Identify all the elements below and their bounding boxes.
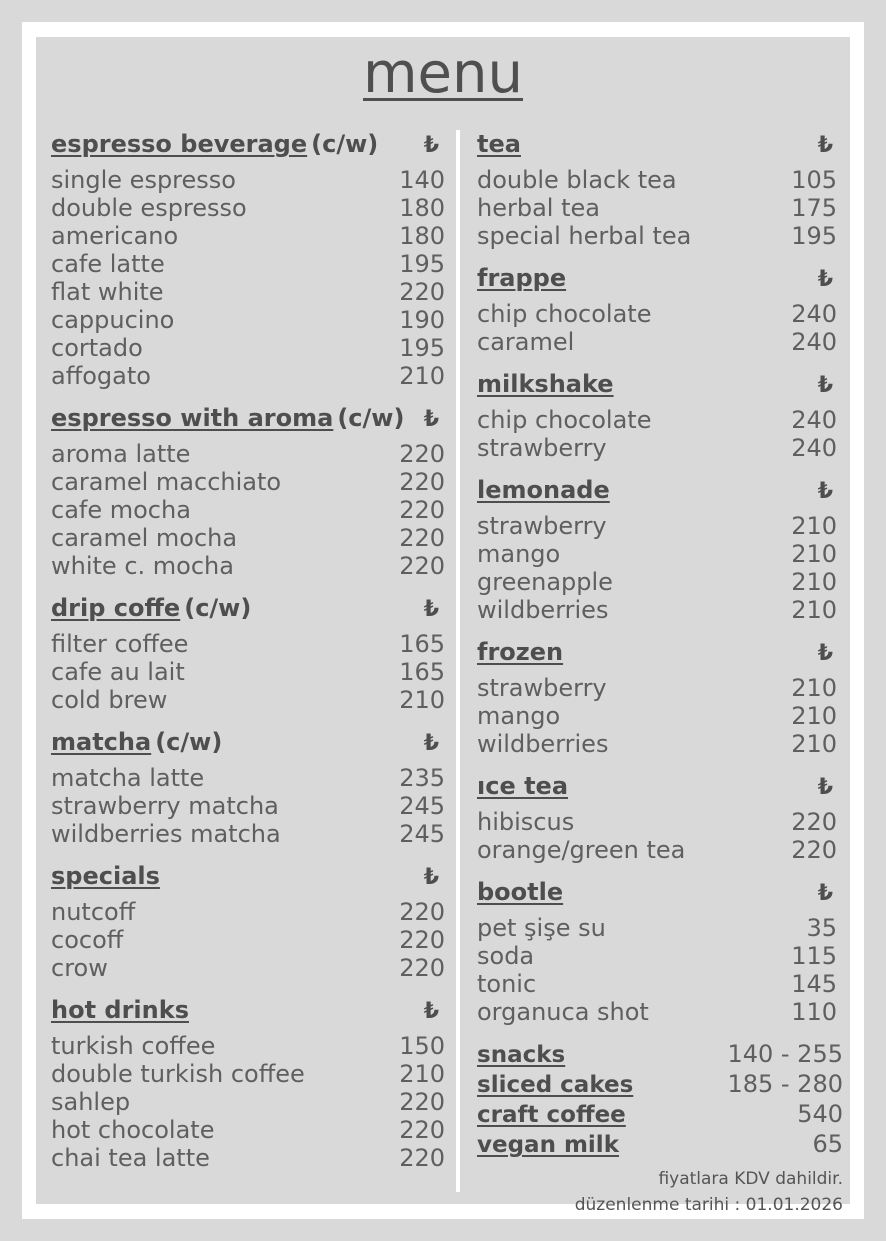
currency-symbol: ₺ [423, 731, 439, 756]
item-name: strawberry [477, 674, 607, 702]
item-price: 220 [399, 898, 445, 926]
section-header [477, 130, 843, 166]
item-price: 105 [791, 166, 837, 194]
item-name: double turkish coffee [51, 1060, 305, 1088]
menu-item [477, 194, 843, 222]
item-name: cold brew [51, 686, 168, 714]
section-title-text: ıce tea [477, 772, 569, 800]
item-price: 220 [399, 954, 445, 982]
extra-item-name: vegan milk [477, 1132, 619, 1158]
menu-item [51, 222, 449, 250]
menu-item [477, 970, 843, 998]
extra-item-name: snacks [477, 1042, 566, 1068]
item-price: 195 [399, 250, 445, 278]
item-price: 115 [791, 942, 837, 970]
item-name: filter coffee [51, 630, 189, 658]
menu-item [51, 792, 449, 820]
updated-date-note: düzenlenme tarihi : 01.01.2026 [574, 1195, 843, 1215]
extra-item-price: 185 - 280 [727, 1070, 843, 1098]
extra-item [477, 1040, 843, 1070]
menu-item [51, 954, 449, 982]
section-title [477, 878, 563, 906]
item-price: 240 [791, 300, 837, 328]
item-name: affogato [51, 362, 151, 390]
extra-item [477, 1130, 843, 1160]
item-price: 145 [791, 970, 837, 998]
item-name: nutcoff [51, 898, 136, 926]
section-title [477, 264, 566, 292]
section-title-text: espresso with aroma [51, 404, 334, 432]
item-price: 35 [806, 914, 837, 942]
menu-item [51, 686, 449, 714]
section-header [477, 638, 843, 674]
menu-item [477, 942, 843, 970]
menu-item [477, 406, 843, 434]
section-title-text: specials [51, 862, 160, 890]
item-name: wildberries matcha [51, 820, 281, 848]
section-suffix: (c/w) [311, 130, 379, 158]
item-price: 175 [791, 194, 837, 222]
menu-section [477, 878, 843, 1026]
item-name: cappucino [51, 306, 175, 334]
item-name: greenapple [477, 568, 613, 596]
item-price: 210 [791, 730, 837, 758]
menu-item [477, 434, 843, 462]
section-title-text: frappe [477, 264, 567, 292]
item-price: 240 [791, 434, 837, 462]
menu-item [51, 334, 449, 362]
extra-item-price: 140 - 255 [727, 1040, 843, 1068]
item-price: 210 [791, 674, 837, 702]
section-title [51, 728, 222, 756]
item-name: organuca shot [477, 998, 649, 1026]
section-title [477, 370, 614, 398]
item-name: cafe mocha [51, 496, 191, 524]
item-price: 220 [399, 468, 445, 496]
menu-section [477, 772, 843, 864]
menu-item [51, 1144, 449, 1172]
menu-section [477, 264, 843, 356]
menu-item [477, 914, 843, 942]
extra-item-name: craft coffee [477, 1102, 626, 1128]
menu-section [477, 370, 843, 462]
menu-title: menu [363, 41, 523, 106]
item-name: crow [51, 954, 108, 982]
item-price: 220 [399, 1116, 445, 1144]
menu-item [51, 362, 449, 390]
item-name: white c. mocha [51, 552, 234, 580]
menu-item [477, 808, 843, 836]
item-name: soda [477, 942, 535, 970]
menu-item [51, 440, 449, 468]
section-title-text: hot drinks [51, 996, 189, 1024]
item-name: double espresso [51, 194, 247, 222]
menu-section [477, 130, 843, 250]
section-suffix: (c/w) [155, 728, 223, 756]
item-price: 180 [399, 222, 445, 250]
menu-item [51, 820, 449, 848]
item-name: chip chocolate [477, 406, 652, 434]
menu-item [477, 836, 843, 864]
menu-item [51, 166, 449, 194]
item-price: 220 [399, 1144, 445, 1172]
menu-item [51, 1060, 449, 1088]
item-name: caramel macchiato [51, 468, 282, 496]
section-header [477, 476, 843, 512]
item-name: cortado [51, 334, 143, 362]
left-column [51, 130, 449, 1186]
menu-item [51, 468, 449, 496]
item-name: wildberries [477, 596, 609, 624]
menu-item [51, 250, 449, 278]
section-title [51, 130, 378, 158]
extra-item-name: sliced cakes [477, 1072, 634, 1098]
menu-item [51, 764, 449, 792]
item-name: hot chocolate [51, 1116, 215, 1144]
item-price: 220 [399, 524, 445, 552]
item-name: matcha latte [51, 764, 205, 792]
section-suffix: (c/w) [184, 594, 252, 622]
currency-symbol: ₺ [423, 407, 439, 432]
menu-item [477, 166, 843, 194]
item-name: flat white [51, 278, 164, 306]
item-name: mango [477, 540, 561, 568]
item-price: 165 [399, 630, 445, 658]
menu-item [51, 658, 449, 686]
item-name: cocoff [51, 926, 124, 954]
item-price: 210 [399, 362, 445, 390]
section-title [51, 594, 251, 622]
section-title-text: tea [477, 130, 521, 158]
item-price: 210 [791, 568, 837, 596]
item-price: 220 [791, 836, 837, 864]
extra-item [477, 1100, 843, 1130]
menu-section [51, 130, 449, 390]
item-price: 235 [399, 764, 445, 792]
item-price: 220 [399, 926, 445, 954]
item-name: chai tea latte [51, 1144, 210, 1172]
item-price: 220 [399, 1088, 445, 1116]
section-title [51, 862, 160, 890]
item-name: sahlep [51, 1088, 131, 1116]
item-name: caramel [477, 328, 575, 356]
item-name: americano [51, 222, 179, 250]
vat-note: fiyatlara KDV dahildir. [658, 1169, 843, 1189]
item-name: double black tea [477, 166, 677, 194]
section-title [51, 996, 189, 1024]
menu-item [51, 630, 449, 658]
item-price: 220 [399, 278, 445, 306]
section-header [51, 728, 449, 764]
item-price: 140 [399, 166, 445, 194]
currency-symbol: ₺ [817, 881, 833, 906]
menu-item [51, 1116, 449, 1144]
section-header [51, 996, 449, 1032]
menu-item [477, 540, 843, 568]
extra-item-price: 65 [812, 1130, 843, 1158]
menu-item [51, 926, 449, 954]
currency-symbol: ₺ [817, 479, 833, 504]
menu-item [51, 306, 449, 334]
currency-symbol: ₺ [817, 775, 833, 800]
section-header [51, 130, 449, 166]
menu-item [51, 496, 449, 524]
item-price: 195 [791, 222, 837, 250]
menu-section [51, 728, 449, 848]
menu-section [51, 996, 449, 1172]
item-price: 210 [399, 1060, 445, 1088]
item-name: wildberries [477, 730, 609, 758]
menu-section [477, 638, 843, 758]
section-header [477, 878, 843, 914]
item-price: 210 [791, 540, 837, 568]
item-price: 210 [791, 512, 837, 540]
item-name: caramel mocha [51, 524, 238, 552]
menu-item [477, 512, 843, 540]
currency-symbol: ₺ [423, 133, 439, 158]
menu-section [51, 862, 449, 982]
extras-list [477, 1040, 843, 1160]
item-price: 150 [399, 1032, 445, 1060]
section-title-text: frozen [477, 638, 564, 666]
item-name: cafe latte [51, 250, 165, 278]
section-title-text: drip coffe [51, 594, 181, 622]
menu-section [51, 404, 449, 580]
menu-item [51, 278, 449, 306]
item-price: 245 [399, 792, 445, 820]
item-price: 240 [791, 406, 837, 434]
section-title-text: milkshake [477, 370, 614, 398]
extra-item [477, 1070, 843, 1100]
currency-symbol: ₺ [817, 133, 833, 158]
item-price: 165 [399, 658, 445, 686]
item-price: 180 [399, 194, 445, 222]
menu-item [51, 552, 449, 580]
item-name: strawberry [477, 434, 607, 462]
menu-item [51, 1032, 449, 1060]
section-header [51, 594, 449, 630]
item-price: 210 [791, 596, 837, 624]
item-price: 110 [791, 998, 837, 1026]
item-name: cafe au lait [51, 658, 185, 686]
menu-item [51, 898, 449, 926]
menu-item [477, 300, 843, 328]
section-title [477, 638, 563, 666]
menu-item [477, 702, 843, 730]
section-suffix: (c/w) [337, 404, 405, 432]
menu-section [51, 594, 449, 714]
menu-section [477, 476, 843, 624]
menu-item [477, 222, 843, 250]
item-name: strawberry matcha [51, 792, 279, 820]
section-title-text: espresso beverage [51, 130, 308, 158]
item-name: special herbal tea [477, 222, 692, 250]
item-name: single espresso [51, 166, 236, 194]
item-name: turkish coffee [51, 1032, 216, 1060]
item-price: 210 [399, 686, 445, 714]
currency-symbol: ₺ [423, 999, 439, 1024]
currency-symbol: ₺ [423, 597, 439, 622]
item-name: herbal tea [477, 194, 600, 222]
item-name: tonic [477, 970, 537, 998]
menu-item [477, 730, 843, 758]
right-column [477, 130, 843, 1218]
menu-item [51, 1088, 449, 1116]
menu-item [477, 568, 843, 596]
section-header [51, 862, 449, 898]
currency-symbol: ₺ [817, 267, 833, 292]
menu-item [51, 524, 449, 552]
currency-symbol: ₺ [423, 865, 439, 890]
section-header [477, 264, 843, 300]
item-price: 240 [791, 328, 837, 356]
menu-item [477, 674, 843, 702]
section-title-text: matcha [51, 728, 152, 756]
currency-symbol: ₺ [817, 641, 833, 666]
item-name: chip chocolate [477, 300, 652, 328]
section-title [477, 130, 521, 158]
item-price: 245 [399, 820, 445, 848]
section-title [51, 404, 404, 432]
item-name: hibiscus [477, 808, 575, 836]
item-name: orange/green tea [477, 836, 686, 864]
item-price: 220 [791, 808, 837, 836]
menu-item [477, 596, 843, 624]
extra-item-price: 540 [797, 1100, 843, 1128]
section-header [477, 772, 843, 808]
currency-symbol: ₺ [817, 373, 833, 398]
item-name: aroma latte [51, 440, 191, 468]
section-title-text: bootle [477, 878, 564, 906]
menu-item [477, 998, 843, 1026]
item-price: 195 [399, 334, 445, 362]
item-name: pet şişe su [477, 914, 606, 942]
column-divider [456, 130, 460, 1192]
item-price: 220 [399, 552, 445, 580]
item-price: 210 [791, 702, 837, 730]
item-name: mango [477, 702, 561, 730]
section-header [477, 370, 843, 406]
section-title [477, 772, 568, 800]
item-price: 190 [399, 306, 445, 334]
section-title [477, 476, 610, 504]
menu-item [477, 328, 843, 356]
section-title-text: lemonade [477, 476, 610, 504]
item-name: strawberry [477, 512, 607, 540]
item-price: 220 [399, 496, 445, 524]
section-header [51, 404, 449, 440]
menu-item [51, 194, 449, 222]
item-price: 220 [399, 440, 445, 468]
